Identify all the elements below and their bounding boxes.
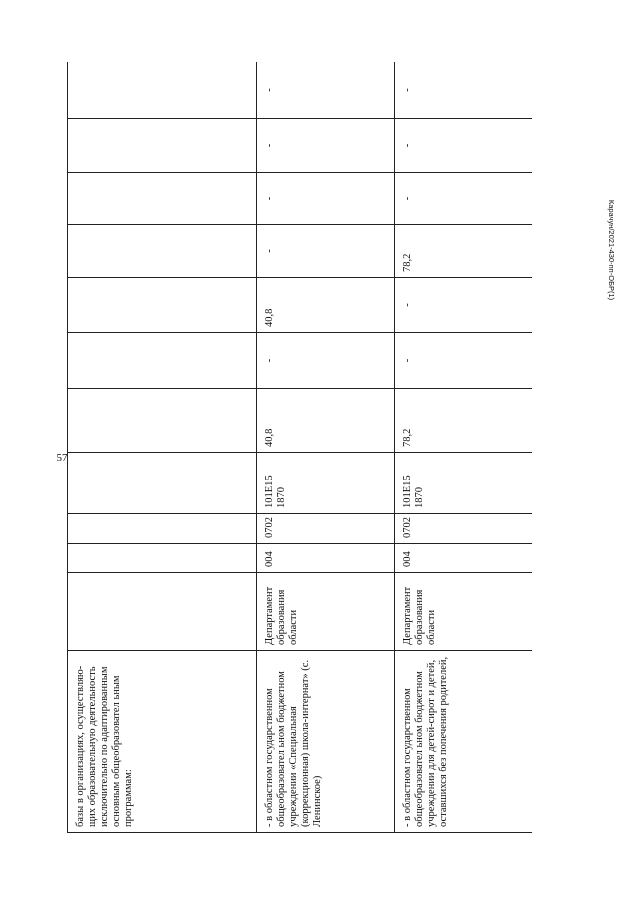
table-cell-code: 004 xyxy=(257,544,395,573)
table-cell-value xyxy=(68,62,257,119)
table-row xyxy=(68,62,257,833)
table-cell-name: - в областном государственном общеобразовател ьном бюджетном учреждении для детей-сирот и детей, оставшихся без попечения родителей, xyxy=(395,651,533,833)
table-cell-admin: Департамент образования области xyxy=(257,573,395,651)
table-cell-target: 101Е15 1870 xyxy=(395,453,533,514)
table-cell-section: 0702 xyxy=(257,514,395,544)
rotated-table xyxy=(67,62,532,833)
table-cell-value: - xyxy=(395,333,533,389)
table-cell-name: - в областном государственном общеобразовател ьном бюджетном учреждении «Специальная (коррекционная) школа-интернат» (с. Ленинское) xyxy=(257,651,395,833)
table-cell-value: - xyxy=(395,278,533,333)
table-cell-value: 40,8 xyxy=(257,389,395,453)
table-cell-admin: Департамент образования области xyxy=(395,573,533,651)
document-stamp-text: Карачун/2021-430-пп-ОБР(1) xyxy=(607,199,616,301)
budget-table xyxy=(67,62,532,833)
table-cell-name: базы в организациях, осуществляю-щих образовательную деятельность исключительно по адаптированным основным общеобразовател ьным программам: xyxy=(68,651,257,833)
table-cell-section xyxy=(68,514,257,544)
table-cell-value: 78,2 xyxy=(395,225,533,278)
rotated-table-frame xyxy=(67,62,532,833)
table-cell-admin xyxy=(68,573,257,651)
table-cell-value: - xyxy=(257,173,395,225)
page-number: 57 xyxy=(56,452,68,464)
table-cell-value: 78,2 xyxy=(395,389,533,453)
table-cell-code xyxy=(68,544,257,573)
table-cell-value: - xyxy=(257,62,395,119)
table-cell-value: - xyxy=(257,333,395,389)
table-cell-value xyxy=(68,389,257,453)
table-cell-value: - xyxy=(257,225,395,278)
table-cell-value: - xyxy=(395,119,533,173)
table-cell-value xyxy=(68,278,257,333)
table-cell-value xyxy=(68,333,257,389)
table-cell-value: 40,8 xyxy=(257,278,395,333)
table-cell-value: - xyxy=(395,62,533,119)
table-row xyxy=(395,62,533,833)
table-cell-target: 101Е15 1870 xyxy=(257,453,395,514)
table-cell-value: - xyxy=(257,119,395,173)
table-cell-value xyxy=(68,225,257,278)
table-cell-value xyxy=(68,119,257,173)
table-cell-value: - xyxy=(395,173,533,225)
table-cell-value xyxy=(68,173,257,225)
table-cell-code: 004 xyxy=(395,544,533,573)
table-cell-target xyxy=(68,453,257,514)
document-stamp xyxy=(594,70,628,430)
table-row xyxy=(257,62,395,833)
table-cell-section: 0702 xyxy=(395,514,533,544)
